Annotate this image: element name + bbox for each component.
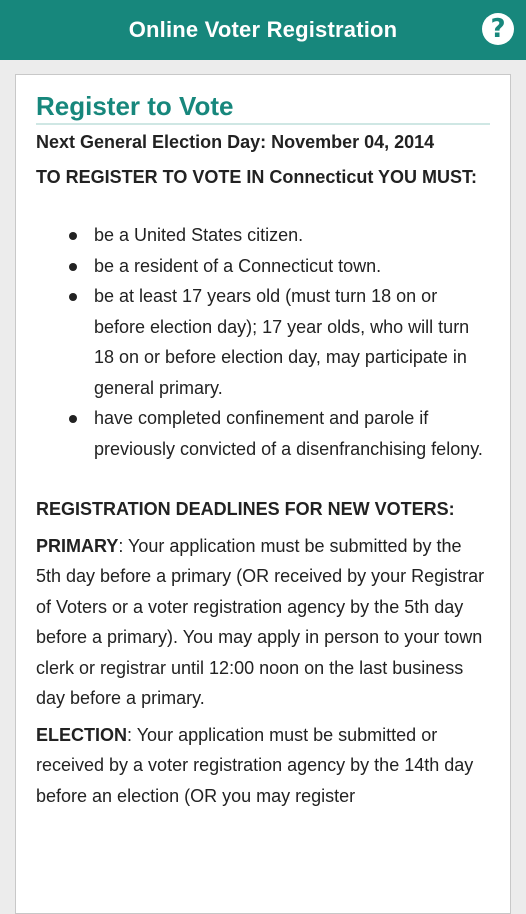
card-content: [36, 127, 490, 811]
app-bar: [0, 0, 526, 60]
list-item: [94, 281, 490, 403]
bullet-icon: [69, 415, 77, 423]
primary-paragraph: [36, 531, 490, 714]
requirement-text: be at least 17 years old (must turn 18 on or before election day); 17 year olds, who will turn 18 on or before election day, may participate in general primary.: [94, 286, 470, 398]
election-paragraph: [36, 720, 490, 812]
app-title: Online Voter Registration: [128, 17, 398, 42]
page-title: Register to Vote: [36, 91, 490, 125]
primary-label: PRIMARY: [36, 535, 119, 556]
election-day-text: Next General Election Day: November 04, 2014: [36, 132, 435, 152]
list-item: [94, 251, 490, 282]
bullet-icon: [69, 263, 77, 271]
deadlines-heading: REGISTRATION DEADLINES FOR NEW VOTERS:: [36, 499, 455, 519]
election-label: ELECTION: [36, 724, 128, 745]
primary-text: : Your application must be submitted by the 5th day before a primary (OR received by your Registrar of Voters or a voter registration agency by the 5th day before a primary). You may apply in person to your town clerk or registrar until 12:00 noon on the last business day before a primary.: [36, 535, 485, 708]
register-card: [15, 74, 511, 914]
requirement-text: have completed confinement and parole if previously convicted of a disenfranchising felony.: [94, 408, 483, 459]
must-heading: TO REGISTER TO VOTE IN Connecticut YOU MUST:: [36, 166, 478, 187]
list-item: [94, 220, 490, 251]
election-text: : Your application must be submitted or received by a voter registration agency by the 14th day before an election (OR you may register: [36, 724, 474, 806]
list-item: [94, 403, 490, 464]
help-icon[interactable]: ?: [482, 13, 514, 45]
bullet-icon: [69, 293, 77, 301]
requirement-text: be a resident of a Connecticut town.: [94, 255, 382, 276]
bullet-icon: [69, 232, 77, 240]
requirements-list: [36, 220, 490, 464]
requirement-text: be a United States citizen.: [94, 225, 304, 245]
